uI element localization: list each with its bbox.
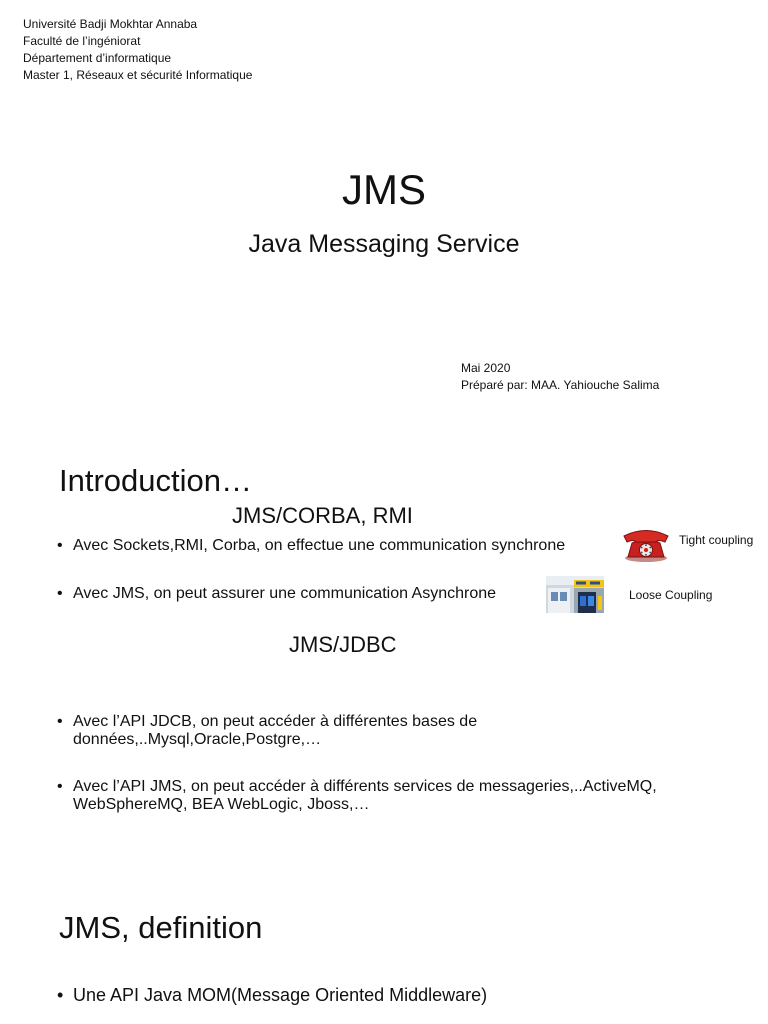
institution-line-master: Master 1, Réseaux et sécurité Informatique bbox=[23, 68, 253, 82]
cover-author: Préparé par: MAA. Yahiouche Salima bbox=[461, 378, 660, 392]
post-office-icon bbox=[546, 576, 604, 613]
definition-heading: JMS, definition bbox=[59, 910, 263, 945]
bullet-jdbc bbox=[57, 713, 477, 749]
bullet-dot: • bbox=[57, 585, 63, 602]
intro-heading: Introduction… bbox=[59, 463, 252, 498]
bullet-jms-line1: Avec l’API JMS, on peut accéder à différents services de messageries,..ActiveMQ, bbox=[73, 778, 657, 795]
cover-subtitle: Java Messaging Service bbox=[248, 230, 520, 258]
bullet-dot: • bbox=[57, 713, 63, 730]
institution-line-faculty: Faculté de l’ingéniorat bbox=[23, 34, 141, 48]
tight-coupling-label: Tight coupling bbox=[679, 533, 754, 547]
bullet-jms-line2: WebSphereMQ, BEA WebLogic, Jboss,… bbox=[73, 796, 370, 813]
bullet-dot: • bbox=[57, 537, 63, 554]
section-title-corba-rmi: JMS/CORBA, RMI bbox=[232, 503, 413, 528]
cover-title: JMS bbox=[342, 166, 426, 213]
institution-line-university: Université Badji Mokhtar Annaba bbox=[23, 17, 198, 31]
bullet-asynchronous bbox=[57, 585, 496, 603]
telephone-icon bbox=[622, 527, 670, 563]
bullet-asynchronous-text: Avec JMS, on peut assurer une communication Asynchrone bbox=[73, 585, 497, 602]
bullet-api-mom bbox=[57, 985, 487, 1005]
bullet-jdbc-line2: données,..Mysql,Oracle,Postgre,… bbox=[73, 731, 322, 748]
institution-line-department: Département d’informatique bbox=[23, 51, 172, 65]
bullet-dot: • bbox=[57, 985, 64, 1005]
cover-date: Mai 2020 bbox=[461, 361, 511, 375]
bullet-synchronous bbox=[57, 537, 565, 555]
section-title-jms-jdbc: JMS/JDBC bbox=[289, 632, 397, 657]
bullet-jdbc-line1: Avec l’API JDCB, on peut accéder à différentes bases de bbox=[73, 713, 478, 730]
bullet-dot: • bbox=[57, 778, 63, 795]
bullet-jms-services bbox=[57, 778, 657, 814]
loose-coupling-label: Loose Coupling bbox=[629, 588, 713, 602]
bullet-api-mom-text: Une API Java MOM(Message Oriented Middleware) bbox=[73, 985, 488, 1005]
bullet-synchronous-text: Avec Sockets,RMI, Corba, on effectue une communication synchrone bbox=[73, 537, 566, 554]
